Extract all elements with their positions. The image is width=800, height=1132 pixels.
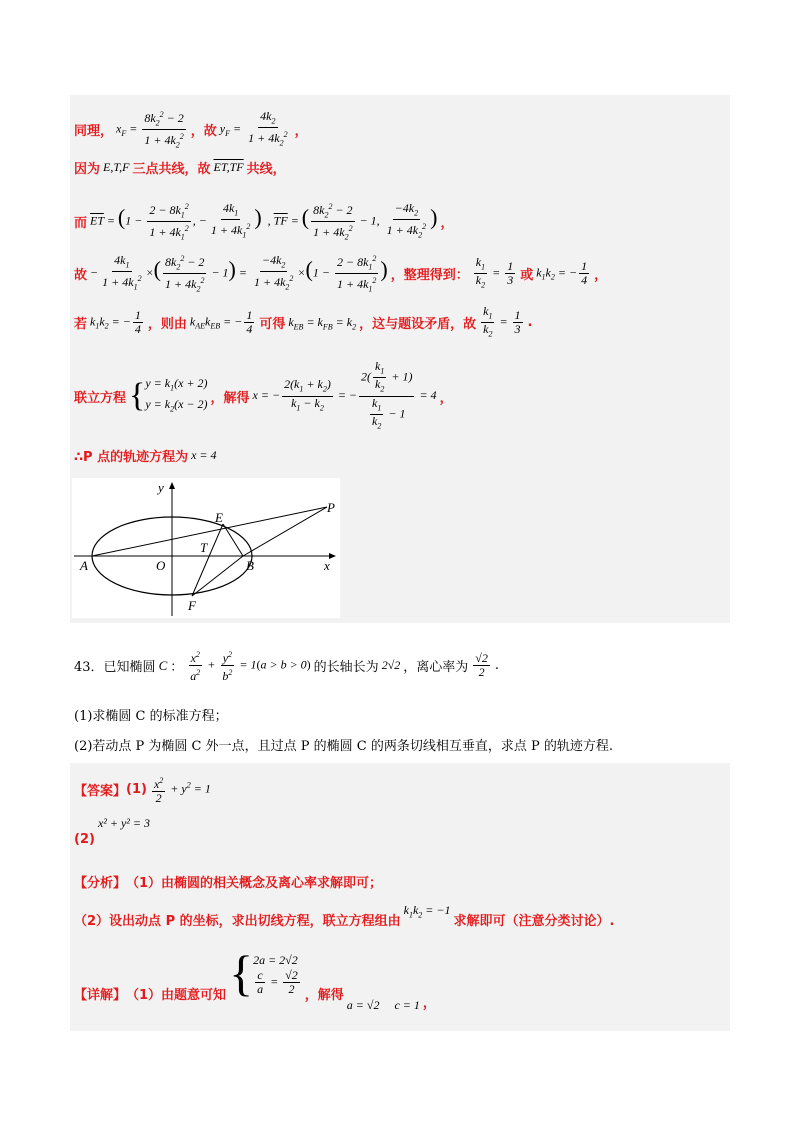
ellipse-equation: $\frac{x^2}{a^2}$ + $\frac{y^2}{b^2}$ = 1(a > b > 0) — [190, 650, 311, 683]
line-system: { $y = k_1(x + 2)$ $y = k_2(x - 2)$ — [129, 375, 208, 415]
solution-line-5: 若 $k_1k_2$ = − $\frac{1}{4}$ ，则由 $k_{AE}k_{EB}$ = − $\frac{1}{4}$ 可得 $k_{EB} = k_{FB} = k_2$ ，这与题设矛盾，故 $\frac{k_1}{k_2}$ = $\frac{1}{3}$ . — [74, 304, 533, 339]
vector-ET-formula: $\overline{ET} = (1$ − $\frac{2 - 8k_1^2}{1 + 4k_1^2}$ , − $\frac{4k_1}{1 + 4k_1^2}$ ) — [90, 201, 262, 242]
answer-line-2: (2) x² + y² = 3 — [74, 816, 150, 847]
eccentricity: $\frac{√2}{2}$ — [475, 651, 488, 679]
answer-2-equation: x² + y² = 3 — [97, 816, 150, 830]
vector-TF-formula: , $\overline{TF}$ = ( $\frac{8k_2^2 - 2}{1 + 4k_2^2}$ − 1, $\frac{-4k_2}{1 + 4k_2^2}$ ) — [267, 201, 438, 242]
points-ETF: E,T,F — [103, 160, 130, 174]
ellipse-figure — [72, 478, 340, 618]
detail-c-value: c = 1 — [394, 997, 420, 1012]
answer-1-equation: $\frac{x^2}{2}$ + $y^2 = 1$ — [153, 776, 211, 805]
label-T: T — [200, 540, 208, 555]
collinear-equation: − $\frac{4k_1}{1 + 4k_1^2}$ ×( $\frac{8k_2^2 - 2}{1 + 4k_2^2}$ − 1) = $\frac{-4k_2}{1 + 4k_2^2}$ ×(1 − $\frac{2 - 8k_1^2}{1 + 4k_1^2}$ ) — [90, 253, 388, 294]
label-x: x — [324, 558, 330, 573]
solution-line-3: 而 $\overline{ET} = (1$ − $\frac{2 - 8k_1^2}{1 + 4k_1^2}$ , − $\frac{4k_1}{1 + 4k_1^2}$ ) , $\overline{TF}$ = ( $\frac{8k_2^2 - 2}{1 + 4k_2^2}$ − 1, $\frac{-4k_2}{1 + 4k_2^2}$ ) ， — [74, 201, 454, 242]
product-condition: $k_1k_2$ = − $\frac{1}{4}$ — [90, 308, 141, 337]
problem-part-1: (1)求椭圆 C 的标准方程； — [74, 709, 228, 724]
yF-formula: $y_F$ = $\frac{4k_2}{1 + 4k_2^2}$ — [219, 109, 288, 148]
detail-line: 【详解】 （1）由题意可知 { 2a = 2√2 $\frac{c}{a}$ = $\frac{√2}{2}$ ，解得 a = √2 c = 1 ， — [74, 945, 436, 1012]
solution-line-1: 同理， $x_F$ = $\frac{8k_2^2 - 2}{1 + 4k_2^2}$ ，故 $y_F$ = $\frac{4k_2}{1 + 4k_2^2}$ ， — [74, 109, 308, 150]
label-O: O — [156, 558, 166, 573]
result-product: $k_1k_2$ = − $\frac{1}{4}$ — [536, 259, 588, 288]
locus-equation: x = 4 — [191, 448, 217, 462]
solution-line-4: 故 − $\frac{4k_1}{1 + 4k_1^2}$ ×( $\frac{8k_2^2 - 2}{1 + 4k_2^2}$ − 1) = $\frac{-4k_2}{1 + 4k_2^2}$ ×(1 − $\frac{2 - 8k_1^2}{1 + 4k_1^2}$ ) ，整理得到： $\frac{k_1}{k_2}$ = $\frac{1}{3}$ 或 $k_1k_2$ = − $\frac{1}{4}$ ， — [74, 253, 608, 294]
slope-equality: $k_{EB} = k_{FB} = k_2$ — [288, 314, 357, 332]
solution-line-6: 联立方程 { $y = k_1(x + 2)$ $y = k_2(x - 2)$ ，解得 x = − $\frac{2(k_1 + k_2)}{k_1 - k_2}$ = − 2( $\frac{k_1}{k_2}$ + 1) $\frac{k_1}{k_2}$ − 1 = 4 ， — [74, 359, 453, 431]
label-B: B — [246, 558, 254, 573]
solution-line-2: 因为 E,T,F 三点共线，故 ET,TF 共线， — [74, 160, 286, 177]
label-E: E — [215, 510, 223, 525]
label-F: F — [188, 598, 196, 613]
xF-formula: $x_F$ = $\frac{8k_2^2 - 2}{1 + 4k_2^2}$ — [116, 110, 184, 150]
label-A: A — [80, 558, 88, 573]
perpendicular-condition: $k_1k_2 = -1$ — [403, 903, 451, 920]
problem-statement: 43． 已知椭圆 C ： $\frac{x^2}{a^2}$ + $\frac{y^2}{b^2}$ = 1(a > b > 0) 的长轴长为 2√2 ，离心率为 $\frac{√2}{2}$ . — [74, 650, 500, 683]
detail-system: { 2a = 2√2 $\frac{c}{a}$ = $\frac{√2}{2}$ — [229, 945, 298, 1001]
major-axis-length: 2√2 — [381, 658, 401, 672]
problem-part-2: (2)若动点 P 为椭圆 C 外一点，且过点 P 的椭圆 C 的两条切线相互垂直，求点 P 的轨迹方程. — [74, 739, 614, 754]
label-y: y — [158, 480, 164, 495]
slope-product: $k_{AE}k_{EB}$ = − $\frac{1}{4}$ — [189, 308, 253, 337]
intersection-x: x = − $\frac{2(k_1 + k_2)}{k_1 - k_2}$ = − 2( $\frac{k_1}{k_2}$ + 1) $\frac{k_1}{k_2}$ − 1 = 4 — [252, 359, 437, 431]
final-ratio: $\frac{k_1}{k_2}$ = $\frac{1}{3}$ — [483, 304, 521, 339]
vectors-ET-TF: ET,TF — [213, 160, 244, 174]
answer-line-1: 【答案】 (1) $\frac{x^2}{2}$ + $y^2 = 1$ — [74, 776, 211, 805]
label-P: P — [327, 500, 335, 515]
detail-a-value: a = √2 — [346, 997, 380, 1012]
analysis-line-2: （2）设出动点 P 的坐标，求出切线方程，联立方程组由 $k_1k_2 = -1$ 求解即可（注意分类讨论）. — [74, 903, 615, 929]
analysis-line-1: 【分析】 （1）由椭圆的相关概念及离心率求解即可； — [74, 876, 383, 891]
result-ratio: $\frac{k_1}{k_2}$ = $\frac{1}{3}$ — [475, 255, 514, 290]
solution-line-7: ∴P 点的轨迹方程为 x = 4 — [74, 448, 217, 465]
